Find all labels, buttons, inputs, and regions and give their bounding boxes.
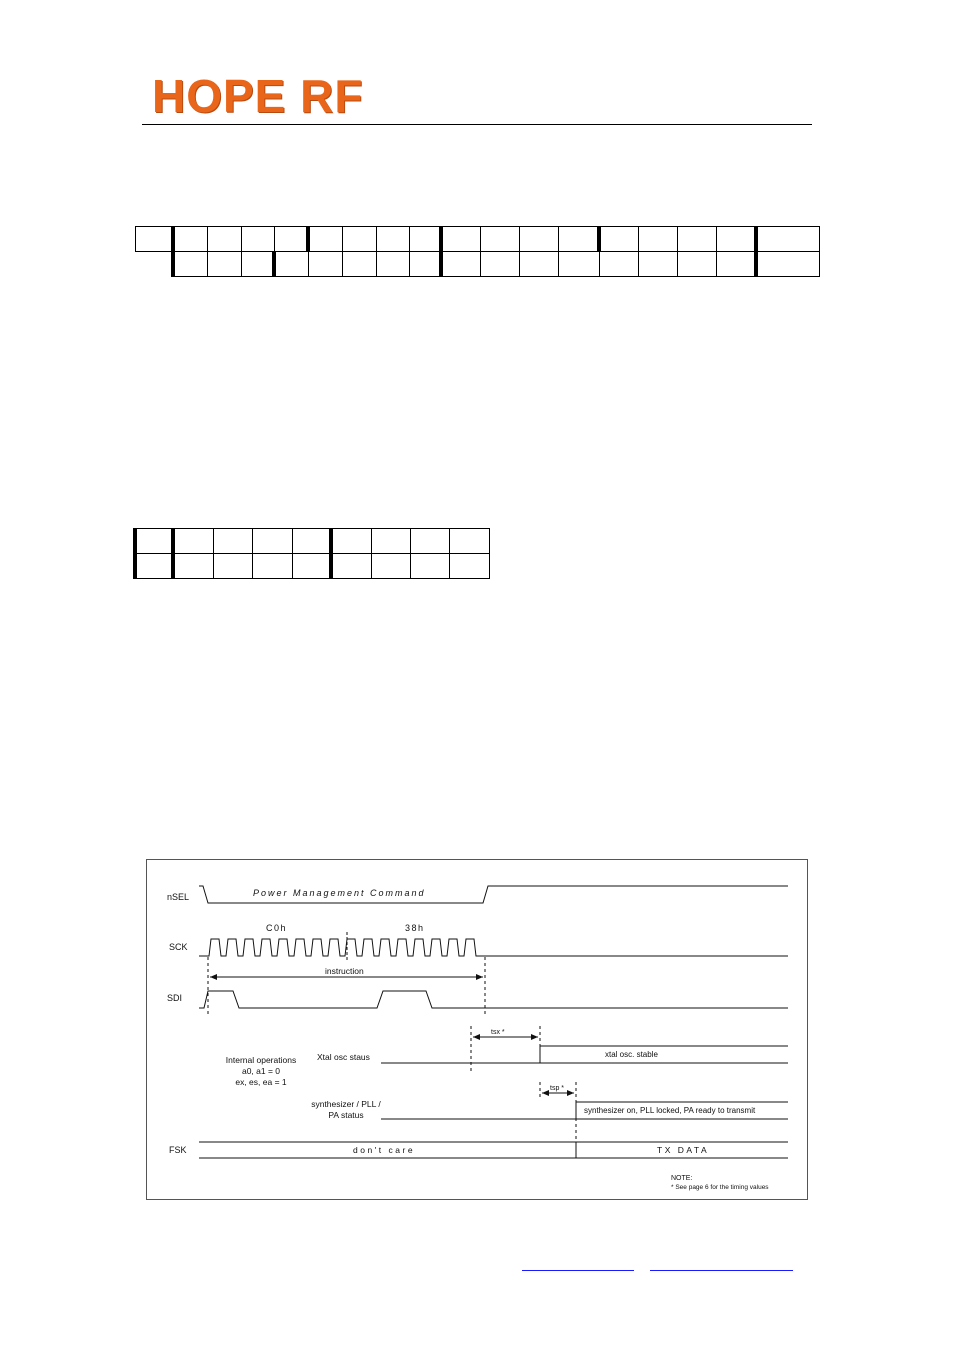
synth-label-line-2: PA status [328, 1110, 364, 1120]
table-cell [173, 227, 208, 252]
power-management-command-label: Power Management Command [253, 888, 426, 898]
table-cell [717, 227, 756, 252]
table-cell [756, 227, 820, 252]
table-cell [599, 252, 638, 277]
xtal-status-label: Xtal osc staus [317, 1052, 370, 1062]
table-cell [678, 227, 717, 252]
header-rule [142, 124, 812, 125]
xtal-stable-label: xtal osc. stable [605, 1050, 658, 1059]
table-cell [241, 252, 274, 277]
note-title: NOTE: [671, 1175, 693, 1182]
table-row [136, 227, 820, 252]
table-cell [173, 554, 213, 579]
table-cell [377, 252, 409, 277]
table-cell [678, 252, 717, 277]
xtal-waveform [381, 1046, 788, 1063]
internal-ops-line-3: ex, es, ea = 1 [235, 1077, 287, 1087]
table-row [135, 529, 489, 554]
table-cell [520, 252, 559, 277]
command-register-table-1 [135, 226, 820, 277]
table-cell [208, 227, 241, 252]
table-cell [274, 227, 308, 252]
dont-care-label: don't care [353, 1145, 416, 1155]
table-cell [292, 529, 331, 554]
table-cell [449, 554, 489, 579]
table-cell [410, 554, 449, 579]
synth-on-label: synthesizer on, PLL locked, PA ready to transmit [584, 1106, 756, 1115]
internal-ops-line-1: Internal operations [225, 1055, 297, 1065]
table-cell [441, 252, 480, 277]
internal-ops-line-2: a0, a1 = 0 [241, 1066, 281, 1076]
table-cell [331, 554, 371, 579]
table-cell [717, 252, 756, 277]
table-cell [331, 529, 371, 554]
table-cell [449, 529, 489, 554]
table-cell [377, 227, 409, 252]
table-cell [173, 252, 208, 277]
table-cell [409, 227, 441, 252]
nsel-label: nSEL [167, 892, 190, 902]
table-cell [274, 252, 308, 277]
table-cell [441, 227, 480, 252]
table-cell [308, 227, 342, 252]
table-cell [208, 252, 241, 277]
table-cell [756, 252, 820, 277]
hope-rf-logo: HOPE RF [152, 70, 364, 122]
tsp-label: tsp * [550, 1085, 565, 1092]
table-cell [252, 529, 292, 554]
synth-label-line-1: synthesizer / PLL / [311, 1099, 381, 1109]
timing-diagram-svg [147, 860, 809, 1201]
table-cell [173, 529, 213, 554]
table-cell [520, 227, 559, 252]
tsx-label: tsx * [491, 1029, 505, 1036]
table-cell [638, 252, 677, 277]
sdi-waveform [199, 991, 788, 1008]
table-cell [343, 227, 377, 252]
tx-data-label: TX DATA [657, 1145, 710, 1155]
table-cell [559, 252, 599, 277]
table-cell [292, 554, 331, 579]
timing-diagram [146, 859, 808, 1200]
note-text: * See page 6 for the timing values [671, 1184, 769, 1191]
table-row [136, 252, 820, 277]
sck-hex-38: 38h [405, 923, 425, 933]
table-cell [371, 529, 410, 554]
sck-label: SCK [169, 942, 188, 952]
table-cell [213, 554, 252, 579]
table-cell [252, 554, 292, 579]
table-cell [638, 227, 677, 252]
table-row [135, 554, 489, 579]
table-cell [241, 227, 274, 252]
instruction-label: instruction [325, 966, 364, 976]
table-cell [308, 252, 342, 277]
table-cell [213, 529, 252, 554]
table-cell [409, 252, 441, 277]
sdi-label: SDI [167, 993, 183, 1003]
table-cell [480, 227, 519, 252]
sck-hex-c0: C0h [266, 923, 288, 933]
table-cell [136, 227, 173, 252]
table-cell [371, 554, 410, 579]
table-cell [599, 227, 638, 252]
table-cell [559, 227, 599, 252]
footer-link-email[interactable] [522, 1256, 634, 1271]
table-cell [135, 554, 173, 579]
table-cell [136, 252, 173, 277]
sck-waveform [199, 939, 788, 956]
table-cell [410, 529, 449, 554]
table-cell [480, 252, 519, 277]
footer-link-website[interactable] [650, 1256, 793, 1271]
table-cell [343, 252, 377, 277]
command-register-table-2 [133, 528, 490, 579]
fsk-label: FSK [169, 1145, 187, 1155]
table-cell [135, 529, 173, 554]
